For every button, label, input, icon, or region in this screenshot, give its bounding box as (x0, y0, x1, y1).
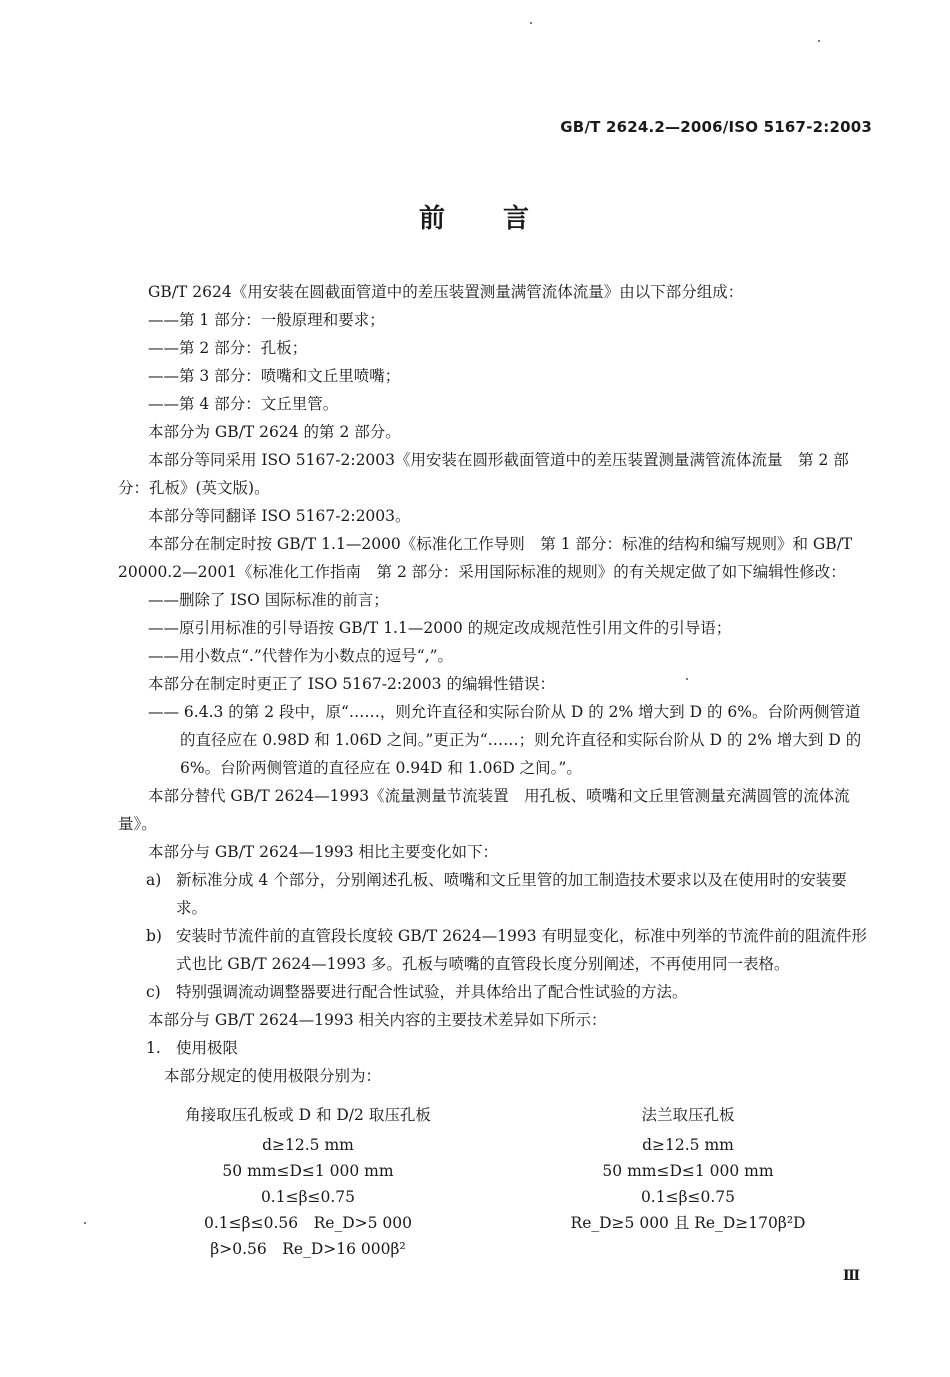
list-item (118, 978, 873, 1006)
list-label: b) (146, 927, 162, 945)
paragraph: 本部分替代 GB/T 2624—1993《流量测量节流装置 用孔板、喷嘴和文丘里管测量充满圆管的流体流量》。 (118, 787, 850, 833)
list-item: ——第 1 部分：一般原理和要求； (148, 311, 385, 329)
paragraph: 本部分在制定时更正了 ISO 5167-2:2003 的编辑性错误： (148, 675, 555, 693)
limit-line: 0.1≤β≤0.75 (640, 1188, 736, 1206)
list-item: ——第 2 部分：孔板； (148, 339, 308, 357)
list-text: 特别强调流动调整器要进行配合性试验，并具体给出了配合性试验的方法。 (176, 983, 688, 1001)
limits-right-column (538, 1102, 838, 1236)
list-label: a) (146, 871, 162, 889)
paragraph: 本部分与 GB/T 2624—1993 相关内容的主要技术差异如下所示： (148, 1011, 607, 1029)
list-item: ——第 3 部分：喷嘴和文丘里喷嘴； (148, 367, 401, 385)
paragraph: GB/T 2624《用安装在圆截面管道中的差压装置测量满管流体流量》由以下部分组成： (148, 283, 744, 301)
list-item (118, 866, 873, 922)
page-number: Ⅲ (842, 1268, 860, 1284)
paragraph: 本部分规定的使用极限分别为： (164, 1067, 382, 1085)
limit-line: 50 mm≤D≤1 000 mm (602, 1162, 774, 1180)
limit-line: 0.1≤β≤0.75 (260, 1188, 356, 1206)
list-item: ——删除了 ISO 国际标准的前言； (148, 591, 389, 609)
limit-line: 0.1≤β≤0.56 Re_D>5 000 (204, 1214, 412, 1232)
list-item: ——原引用标准的引导语按 GB/T 1.1—2000 的规定改成规范性引用文件的引导语； (148, 619, 732, 637)
list-item (118, 922, 873, 978)
list-text: 新标准分成 4 个部分，分别阐述孔板、喷嘴和文丘里管的加工制造技术要求以及在使用时的安装要求。 (176, 871, 847, 917)
limits-left-column (158, 1102, 458, 1262)
list-text: 使用极限 (176, 1039, 239, 1057)
limit-line: d≥12.5 mm (262, 1136, 354, 1154)
list-text: 安装时节流件前的直管段长度较 GB/T 2624—1993 有明显变化，标准中列举的节流件前的阻流件形式也比 GB/T 2624—1993 多。孔板与喷嘴的直管段长度分别阐述，不再使用同一表格。 (176, 927, 868, 973)
limit-line: 50 mm≤D≤1 000 mm (222, 1162, 394, 1180)
paragraph: 本部分为 GB/T 2624 的第 2 部分。 (148, 423, 401, 441)
scan-speck (818, 40, 820, 42)
limits-right-title: 法兰取压孔板 (641, 1106, 735, 1124)
list-label: c) (146, 983, 161, 1001)
limit-line: β>0.56 Re_D>16 000β² (210, 1240, 406, 1258)
paragraph: 本部分等同翻译 ISO 5167-2:2003。 (148, 507, 411, 525)
list-item (118, 1034, 873, 1062)
list-item: ——用小数点“.”代替作为小数点的逗号“,”。 (148, 647, 454, 665)
limit-line: d≥12.5 mm (642, 1136, 734, 1154)
scan-speck (686, 678, 688, 680)
scan-speck (530, 22, 532, 24)
paragraph: 本部分与 GB/T 2624—1993 相比主要变化如下： (148, 843, 499, 861)
scan-speck (84, 1222, 86, 1224)
list-item: ——第 4 部分：文丘里管。 (148, 395, 339, 413)
paragraph: 本部分在制定时按 GB/T 1.1—2000《标准化工作导则 第 1 部分：标准的结构和编写规则》和 GB/T 20000.2—2001《标准化工作指南 第 2 部分：采用国际标准的规则》的有关规定做了如下编辑性修改： (118, 535, 853, 581)
limits-left-title: 角接取压孔板或 D 和 D/2 取压孔板 (185, 1106, 431, 1124)
limit-line: Re_D≥5 000 且 Re_D≥170β²D (570, 1214, 806, 1232)
foreword-body (118, 278, 873, 1090)
page-title: 前 言 (418, 204, 531, 234)
standard-code: GB/T 2624.2—2006/ISO 5167-2:2003 (560, 118, 872, 136)
paragraph: 本部分等同采用 ISO 5167-2:2003《用安装在圆形截面管道中的差压装置测量满管流体流量 第 2 部分：孔板》(英文版)。 (118, 451, 849, 497)
list-item: —— 6.4.3 的第 2 段中，原“……，则允许直径和实际台阶从 D 的 2% 增大到 D 的 6%。台阶两侧管道的直径应在 0.98D 和 1.06D 之间。”更正为“……；则允许直径和实际台阶从 D 的 2% 增大到 D 的 6%。台阶两侧管道的直径应在 0.94D 和 1.06D 之间。”。 (148, 703, 862, 777)
list-label: 1. (146, 1039, 161, 1057)
